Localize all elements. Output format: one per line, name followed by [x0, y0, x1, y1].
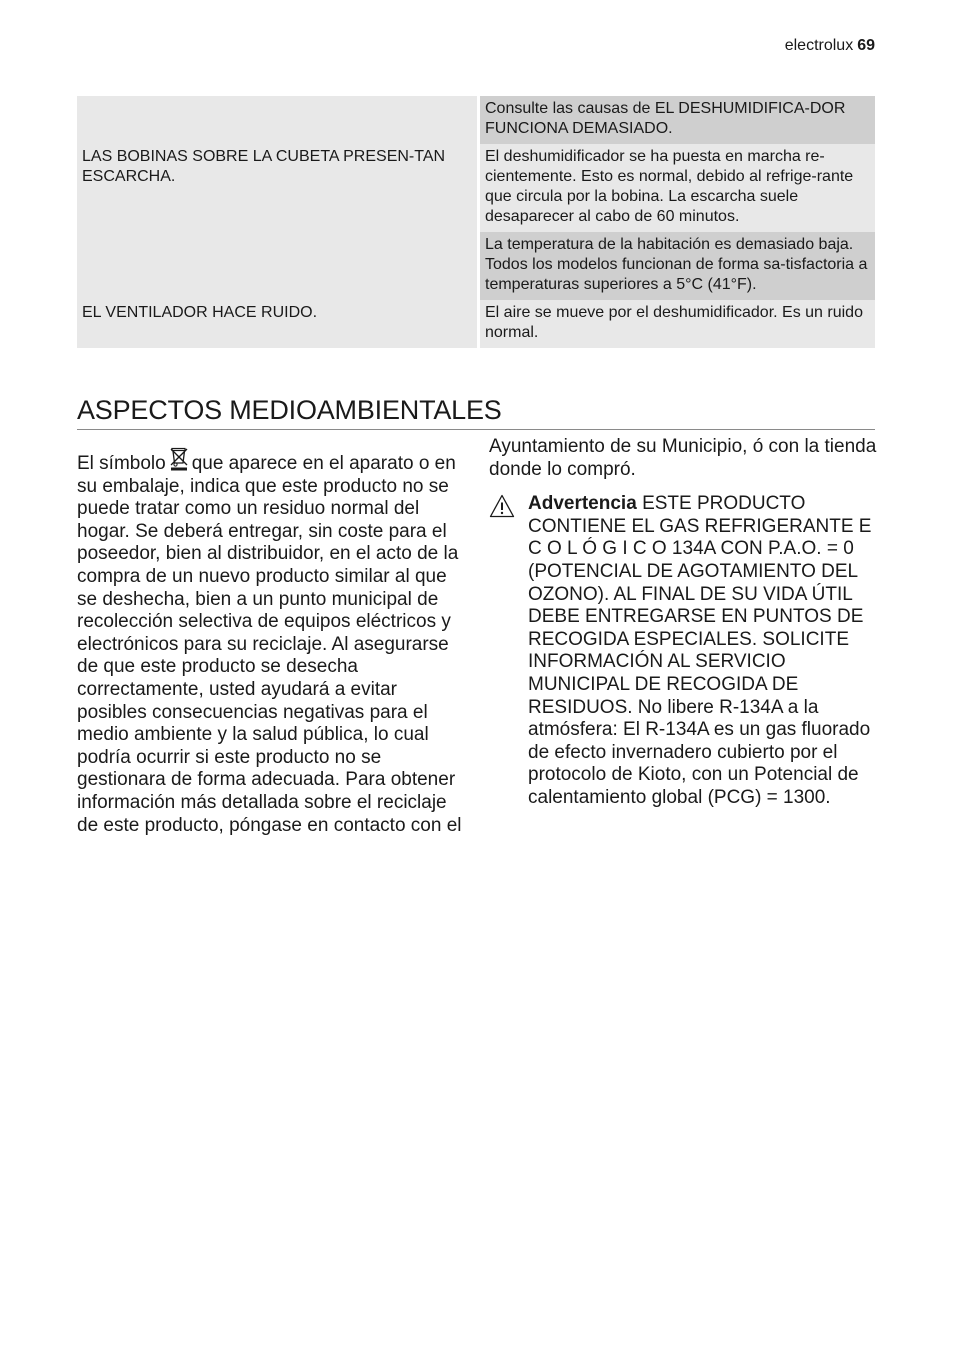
table-row	[77, 300, 875, 348]
warning-triangle-icon	[489, 494, 515, 518]
solution-cell: Consulte las causas de EL DESHUMIDIFICA-DOR FUNCIONA DEMASIADO.	[480, 96, 875, 144]
problem-cell	[77, 232, 480, 300]
paragraph-text-start: El símbolo	[77, 453, 166, 474]
page-header	[785, 37, 875, 55]
solution-cell: La temperatura de la habitación es demasiado baja. Todos los modelos funcionan de forma sa-tisfactoria a temperaturas superiores a 5°C (41°F).	[480, 232, 875, 300]
warning-text-block	[528, 493, 879, 809]
warning-label: Advertencia	[528, 493, 637, 515]
solution-cell: El aire se mueve por el deshumidificador. Es un ruido normal.	[480, 300, 875, 348]
problem-cell: LAS BOBINAS SOBRE LA CUBETA PRESEN-TAN ESCARCHA.	[77, 144, 480, 232]
warning-block	[489, 493, 879, 809]
table-row	[77, 232, 875, 300]
crossed-out-wheelie-bin-icon	[169, 447, 189, 471]
continuation-paragraph: Ayuntamiento de su Municipio, ó con la tienda donde lo compró.	[489, 436, 877, 480]
troubleshooting-table	[77, 96, 875, 348]
paragraph-text-rest: que aparece en el aparato o en su embalaje, indica que este producto no se puede tratar como un residuo normal del hogar. Se deberá entregar, sin coste para el poseedor, bien al distribuidor, en el acto de la compra de un nuevo producto similar al que se deshecha, bien a un punto municipal de recolección selectiva de equipos eléctricos y electrónicos para su reciclaje. Al asegurarse de que este producto se desecha correctamente, usted ayudará a evitar posibles consecuencias negativas para el medio ambiente y la salud pública, lo cual podría ocurrir si este producto no se gestionara de forma adecuada. Para obtener información más detallada sobre el reciclaje de este producto, póngase en contacto con el	[77, 453, 462, 836]
environment-paragraph	[77, 447, 467, 837]
section-title: ASPECTOS MEDIOAMBIENTALES	[77, 393, 875, 430]
page-number: 69	[857, 37, 875, 54]
table-row	[77, 144, 875, 232]
warning-text: ESTE PRODUCTO CONTIENE EL GAS REFRIGERANTE E C O L Ó G I C O 134A CON P.A.O. = 0 (POTENCIAL DE AGOTAMIENTO DEL OZONO). AL FINAL DE SU VIDA ÚTIL DEBE ENTREGARSE EN PUNTOS DE RECOGIDA ESPECIALES. SOLICITE INFORMACIÓN AL SERVICIO MUNICIPAL DE RECOGIDA DE RESIDUOS. No libere R-134A a la atmósfera: El R-134A es un gas fluorado de efecto invernadero cubierto por el protocolo de Kioto, con un Potencial de calentamiento global (PCG) = 1300.	[528, 493, 872, 808]
table-row	[77, 96, 875, 144]
right-column	[489, 436, 879, 810]
problem-cell	[77, 96, 480, 144]
problem-cell: EL VENTILADOR HACE RUIDO.	[77, 300, 480, 348]
solution-cell: El deshumidificador se ha puesta en marcha re-cientemente. Esto es normal, debido al refrige-rante que circula por la bobina. La escarcha suele desaparecer al cabo de 60 minutos.	[480, 144, 875, 232]
brand-name: electrolux	[784, 37, 854, 54]
left-column	[77, 447, 467, 837]
